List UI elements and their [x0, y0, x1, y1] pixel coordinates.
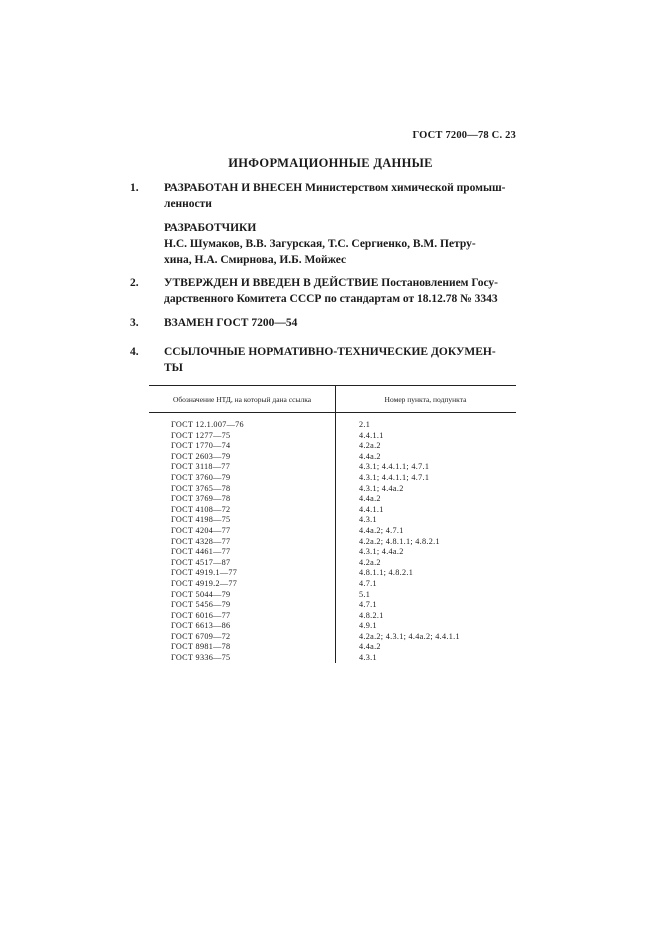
table-cell-document: ГОСТ 12.1.007—76 — [171, 420, 244, 429]
table-row — [149, 526, 516, 537]
section-4 — [130, 344, 516, 376]
table-cell-clause: 4.7.1 — [359, 578, 377, 588]
developers-names-line: хина, Н.А. Смирнова, И.Б. Мойжес — [164, 254, 347, 266]
table-cell-clause: 4.3.1; 4.4.1.1; 4.7.1 — [359, 462, 430, 472]
table-row — [149, 452, 516, 463]
table-row — [149, 653, 516, 664]
table-row — [149, 568, 516, 579]
table-row — [149, 473, 516, 484]
table-cell-clause: 4.4.1.1 — [359, 430, 384, 440]
table-cell-document: ГОСТ 4919.1—77 — [171, 568, 238, 578]
table-cell-document: ГОСТ 3769—78 — [171, 494, 231, 504]
table-cell-document: ГОСТ 1770—74 — [171, 441, 231, 451]
table-row — [149, 632, 516, 643]
table-row — [149, 642, 516, 653]
table-cell-clause: 4.7.1 — [359, 600, 377, 610]
developers-names-line: Н.С. Шумаков, В.В. Загурская, Т.С. Сергиенко, В.М. Петру- — [164, 238, 476, 250]
developers-block — [164, 220, 516, 268]
table-cell-clause: 4.9.1 — [359, 621, 377, 631]
reference-documents-table — [149, 385, 516, 664]
table-row — [149, 621, 516, 632]
table-row — [149, 590, 516, 601]
table-cell-clause: 4.2а.2 — [359, 557, 381, 567]
table-cell-clause: 4.3.1; 4.4а.2 — [359, 483, 404, 493]
table-cell-document: ГОСТ 6613—86 — [171, 621, 231, 631]
developers-heading: РАЗРАБОТЧИКИ — [164, 222, 257, 234]
table-cell-clause: 4.8.1.1; 4.8.2.1 — [359, 568, 414, 578]
section-1 — [130, 180, 516, 212]
table-row — [149, 515, 516, 526]
section-number: 4. — [130, 346, 139, 358]
table-cell-document: ГОСТ 2603—79 — [171, 451, 231, 461]
table-cell-document: ГОСТ 4328—77 — [171, 536, 231, 546]
table-cell-document: ГОСТ 6709—72 — [171, 631, 231, 641]
table-row — [149, 558, 516, 569]
column-divider — [335, 385, 336, 663]
table-cell-document: ГОСТ 3118—77 — [171, 462, 231, 472]
section-text-line: ленности — [164, 198, 212, 210]
page-title: ИНФОРМАЦИОННЫЕ ДАННЫЕ — [228, 156, 433, 170]
section-number: 1. — [130, 182, 139, 194]
table-cell-clause: 4.4а.2; 4.7.1 — [359, 525, 404, 535]
column-header-clause: Номер пункта, подпункта — [384, 394, 467, 404]
table-row — [149, 494, 516, 505]
section-number: 2. — [130, 277, 139, 289]
column-header-document: Обозначение НТД, на который дана ссылка — [172, 394, 312, 404]
table-cell-clause: 4.3.1 — [359, 515, 377, 525]
table-cell-clause: 4.3.1; 4.4.1.1; 4.7.1 — [359, 472, 430, 482]
table-cell-document: ГОСТ 1277—75 — [171, 430, 231, 440]
table-cell-document: ГОСТ 4204—77 — [171, 525, 231, 535]
section-text-line: ТЫ — [164, 362, 183, 374]
table-row — [149, 537, 516, 548]
table-cell-document: ГОСТ 4517—87 — [171, 557, 231, 567]
table-header — [149, 386, 516, 412]
table-cell-clause: 4.2а.2; 4.3.1; 4.4а.2; 4.4.1.1 — [359, 631, 460, 641]
table-cell-document: ГОСТ 5456—79 — [171, 600, 231, 610]
table-body — [149, 413, 516, 664]
table-row — [149, 579, 516, 590]
table-cell-document: ГОСТ 3765—78 — [171, 483, 231, 493]
section-3 — [130, 315, 516, 331]
section-text-line: ВЗАМЕН ГОСТ 7200—54 — [164, 317, 298, 329]
table-cell-document: ГОСТ 5044—79 — [171, 589, 231, 599]
table-row — [149, 611, 516, 622]
section-text-line: дарственного Комитета СССР по стандартам от 18.12.78 № 3343 — [164, 293, 498, 305]
table-cell-clause: 4.3.1 — [359, 653, 377, 663]
table-cell-clause: 4.4.1.1 — [359, 504, 384, 514]
table-cell-document: ГОСТ 4198—75 — [171, 515, 231, 525]
table-cell-clause: 4.4а.2 — [359, 642, 381, 652]
table-row — [149, 462, 516, 473]
table-cell-document: ГОСТ 9336—75 — [171, 653, 231, 663]
table-cell-document: ГОСТ 4461—77 — [171, 547, 231, 557]
table-row — [149, 600, 516, 611]
table-cell-document: ГОСТ 8981—78 — [171, 642, 231, 652]
table-row — [149, 484, 516, 495]
section-number: 3. — [130, 317, 139, 329]
section-text-line: ССЫЛОЧНЫЕ НОРМАТИВНО-ТЕХНИЧЕСКИЕ ДОКУМЕН- — [164, 346, 496, 358]
section-text-line: РАЗРАБОТАН И ВНЕСЕН Министерством химической промыш- — [164, 182, 506, 194]
section-2 — [130, 275, 516, 307]
table-cell-clause: 5.1 — [359, 589, 371, 599]
table-cell-clause: 4.8.2.1 — [359, 610, 384, 620]
table-cell-clause: 2.1 — [359, 420, 371, 429]
table-cell-document: ГОСТ 4108—72 — [171, 504, 231, 514]
table-cell-document: ГОСТ 6016—77 — [171, 610, 231, 620]
table-row — [149, 547, 516, 558]
table-cell-document: ГОСТ 3760—79 — [171, 472, 231, 482]
table-cell-clause: 4.4а.2 — [359, 451, 381, 461]
table-cell-clause: 4.4а.2 — [359, 494, 381, 504]
table-cell-clause: 4.3.1; 4.4а.2 — [359, 547, 404, 557]
table-cell-document: ГОСТ 4919.2—77 — [171, 578, 238, 588]
table-cell-clause: 4.2а.2 — [359, 441, 381, 451]
table-row — [149, 441, 516, 452]
section-text-line: УТВЕРЖДЕН И ВВЕДЕН В ДЕЙСТВИЕ Постановлением Госу- — [164, 277, 498, 289]
table-cell-clause: 4.2а.2; 4.8.1.1; 4.8.2.1 — [359, 536, 440, 546]
table-row — [149, 505, 516, 516]
table-row — [149, 431, 516, 442]
table-row — [149, 420, 516, 431]
page-header-reference: ГОСТ 7200—78 С. 23 — [412, 130, 516, 141]
